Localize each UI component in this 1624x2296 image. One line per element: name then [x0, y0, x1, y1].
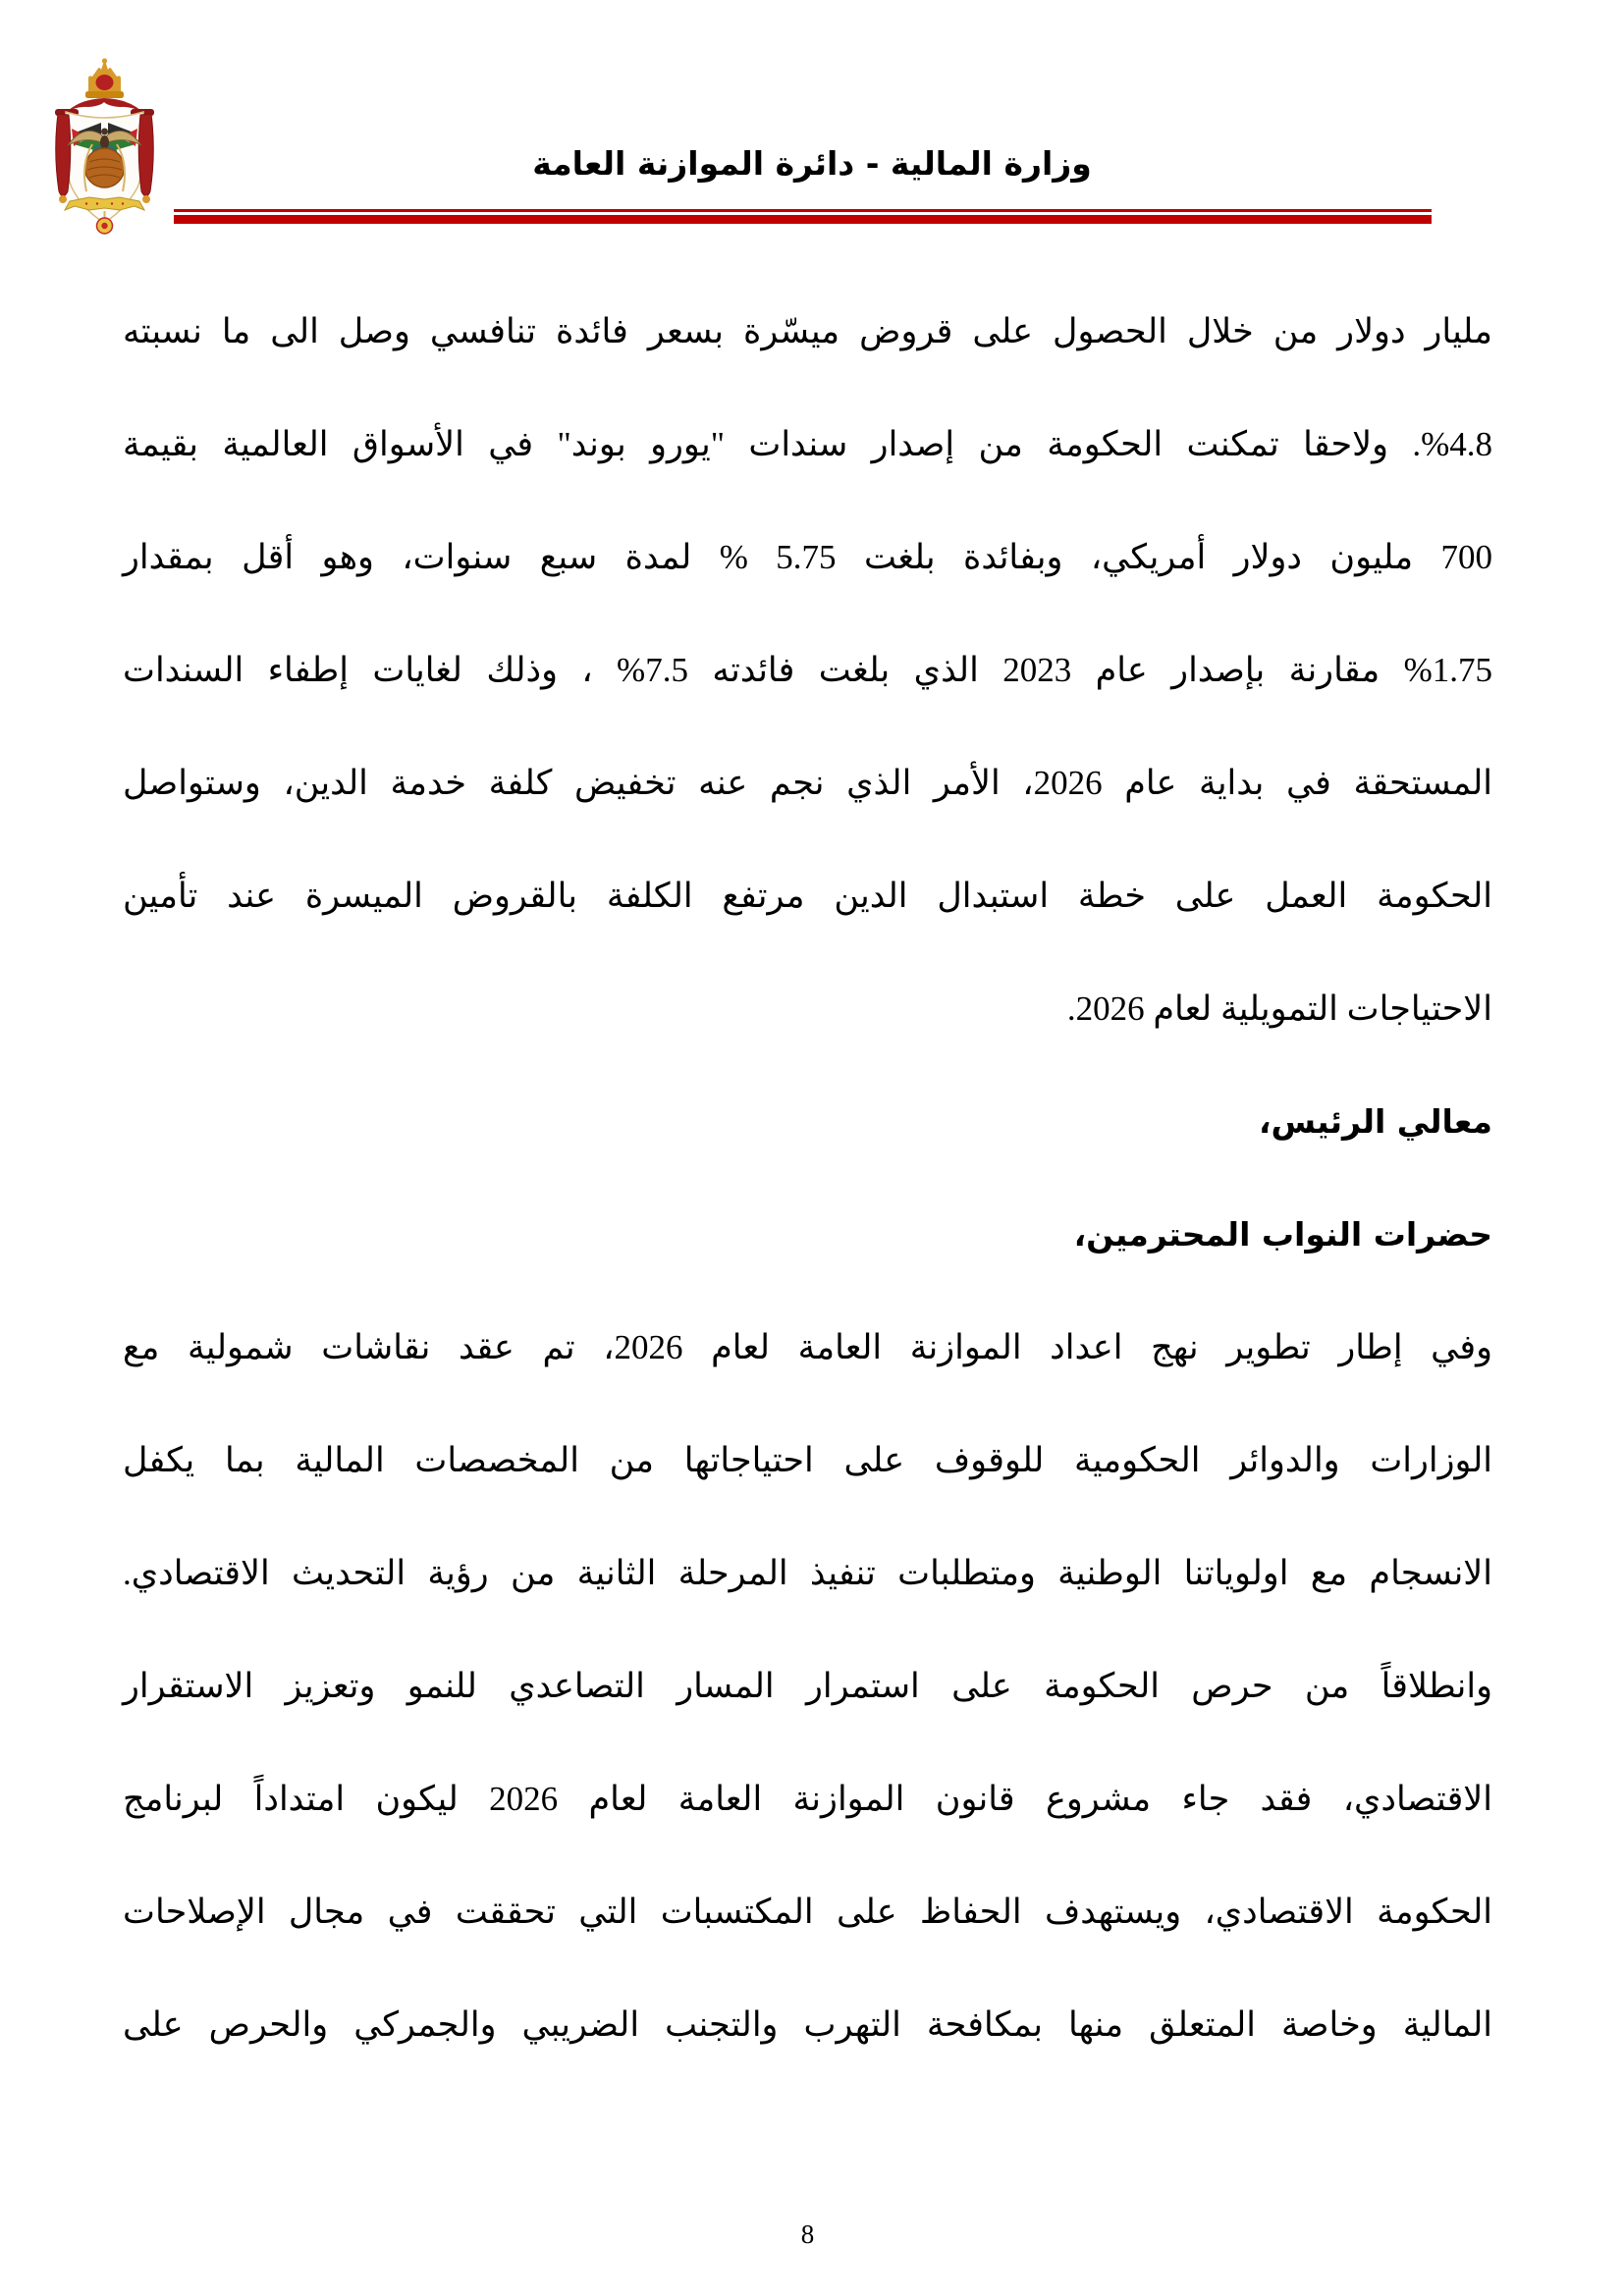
section-heading: حضرات النواب المحترمين، — [1073, 1215, 1492, 1254]
header-title: وزارة المالية - دائرة الموازنة العامة — [532, 144, 1092, 183]
text-line: 4.8‏%. ولاحقا تمكنت الحكومة من إصدار سندات "يورو بوند" في الأسواق العالمية بقيمة — [123, 425, 1492, 463]
document-body — [123, 275, 1492, 2081]
text-line: وفي إطار تطوير نهج اعداد الموازنة العامة لعام 2026، تم عقد نقاشات شمولية مع — [123, 1328, 1492, 1366]
page-number: 8 — [800, 2219, 815, 2249]
text-line: وانطلاقاً من حرص الحكومة على استمرار المسار التصاعدي للنمو وتعزيز الاستقرار — [123, 1667, 1492, 1705]
text-line: الانسجام مع اولوياتنا الوطنية ومتطلبات تنفيذ المرحلة الثانية من رؤية التحديث الاقتصادي. — [123, 1554, 1492, 1592]
section-heading: معالي الرئيس، — [1259, 1102, 1492, 1141]
text-line: الحكومة الاقتصادي، ويستهدف الحفاظ على المكتسبات التي تحققت في مجال الإصلاحات — [123, 1893, 1492, 1931]
text-line: 1.75‏% مقارنة بإصدار عام 2023 الذي بلغت فائدته 7.5‏% ، وذلك لغايات إطفاء السندات — [123, 651, 1492, 689]
text-line: الوزارات والدوائر الحكومية للوقوف على احتياجاتها من المخصصات المالية بما يكفل — [123, 1441, 1492, 1479]
text-line: 700 مليون دولار أمريكي، وبفائدة بلغت 5.75 % لمدة سبع سنوات، وهو أقل بمقدار — [123, 538, 1493, 576]
text-line: مليار دولار من خلال الحصول على قروض ميسّرة بسعر فائدة تنافسي وصل الى ما نسبته — [123, 312, 1492, 350]
text-line: المستحقة في بداية عام 2026، الأمر الذي نجم عنه تخفيض كلفة خدمة الدين، وستواصل — [123, 764, 1493, 802]
text-line: الاحتياجات التمويلية لعام 2026. — [1066, 989, 1492, 1028]
text-line: المالية وخاصة المتعلق منها بمكافحة التهرب والتجنب الضريبي والجمركي والحرص على — [123, 2005, 1492, 2044]
text-line: الاقتصادي، فقد جاء مشروع قانون الموازنة العامة لعام 2026 ليكون امتداداً لبرنامج — [123, 1780, 1492, 1818]
header-rule — [174, 209, 1432, 224]
text-line: الحكومة العمل على خطة استبدال الدين مرتفع الكلفة بالقروض الميسرة عند تأمين — [123, 877, 1492, 915]
